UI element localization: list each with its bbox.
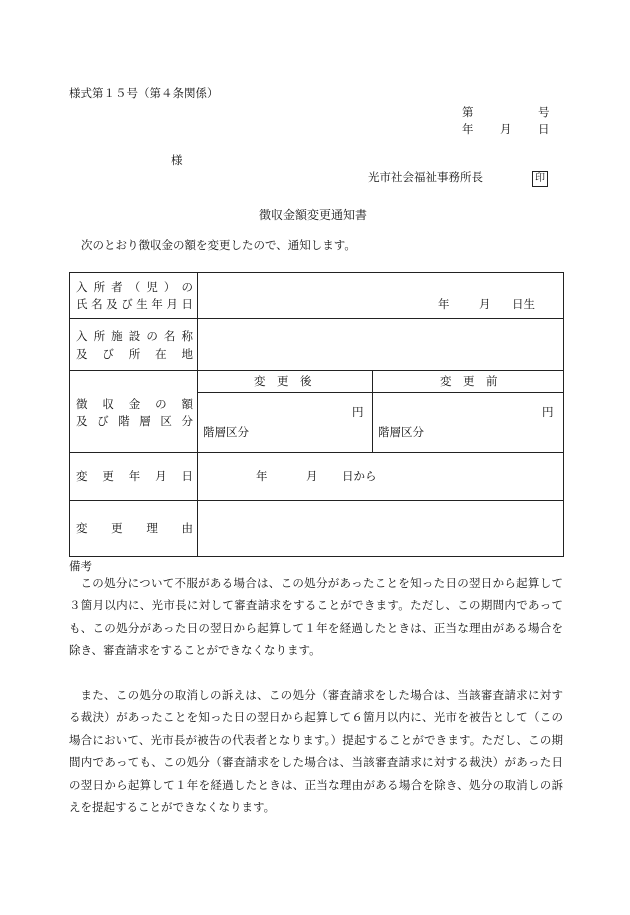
label-amount [70,371,198,453]
header-before-text: 変 更 前 [440,374,498,388]
change-year: 年 [256,469,268,483]
birth-year: 年 [438,297,450,311]
notes-paragraph-1: この処分について不服がある場合は、この処分があったことを知った日の翌日から起算して３箇月以内に、光市長に対して審査請求をすることができます。ただし、この期間内であっても、この処分があった日の翌日から起算して１年を経過したときは、正当な理由がある場合を除き、審査請求をすることができなくなります。 [69,576,563,658]
notes-heading: 備考 [69,559,92,573]
intro-text: 次のとおり徴収金の額を変更したので、通知します。 [81,238,356,252]
label-facility [70,319,198,371]
change-month: 月 [306,469,318,483]
label-resident-line2: 氏 名 及 び 生 年 月 日 [76,297,193,311]
value-change-date [198,453,564,501]
form-number: 様式第１５号（第４条関係） [69,86,219,100]
value-amount-before [373,393,564,453]
change-notice-table [69,272,564,557]
table-row-reason [70,501,564,557]
label-amount-line1: 徴 収 金 の 額 [76,397,193,411]
header-after-text: 変 更 後 [254,374,312,388]
before-bracket: 階層区分 [378,425,424,439]
label-amount-line2: 及 び 階 層 区 分 [76,414,193,428]
before-yen: 円 [542,405,554,419]
value-facility [198,319,564,371]
header-before [373,371,564,393]
notes-paragraph-2: また、この処分の取消しの訴えは、この処分（審査請求をした場合は、当該審査請求に対する裁決）があったことを知った日の翌日から起算して６箇月以内に、光市を被告として（この場合において、光市長が被告の代表者となります。）提起することができます。ただし、この期間内であっても、この処分（審査請求をした場合は、当該審査請求に対する裁決）があった日の翌日から起算して１年を経過したときは、正当な理由がある場合を除き、処分の取消しの訴えを提起することができなくなります。 [69,688,563,815]
value-resident [198,273,564,319]
label-change-date [70,453,198,501]
label-reason [70,501,198,557]
after-bracket: 階層区分 [203,425,249,439]
label-reason-text: 変 更 理 由 [76,521,193,535]
date-year: 年 [462,122,474,136]
date-month: 月 [500,122,512,136]
document-title: 徴収金額変更通知書 [259,208,368,222]
label-resident [70,273,198,319]
doc-number-suffix: 号 [538,105,550,119]
value-amount-after [198,393,373,453]
table-row-resident [70,273,564,319]
after-yen: 円 [352,405,364,419]
label-facility-line2: 及 び 所 在 地 [76,347,193,361]
change-from: 日から [342,469,377,483]
birth-day: 日生 [512,297,535,311]
doc-number-prefix: 第 [462,105,474,119]
value-reason [198,501,564,557]
recipient-suffix: 様 [171,153,183,167]
seal-mark: 印 [532,171,548,187]
label-facility-line1: 入 所 施 設 の 名 称 [76,329,193,343]
table-row-facility [70,319,564,371]
birth-month: 月 [479,297,491,311]
date-day: 日 [538,122,550,136]
label-change-date-text: 変 更 年 月 日 [76,469,193,483]
table-row-change-date [70,453,564,501]
header-after [198,371,373,393]
label-resident-line1: 入 所 者 （ 児 ） の [76,280,193,294]
issuer-name: 光市社会福祉事務所長 [368,170,483,184]
table-row-amount-header [70,371,564,393]
